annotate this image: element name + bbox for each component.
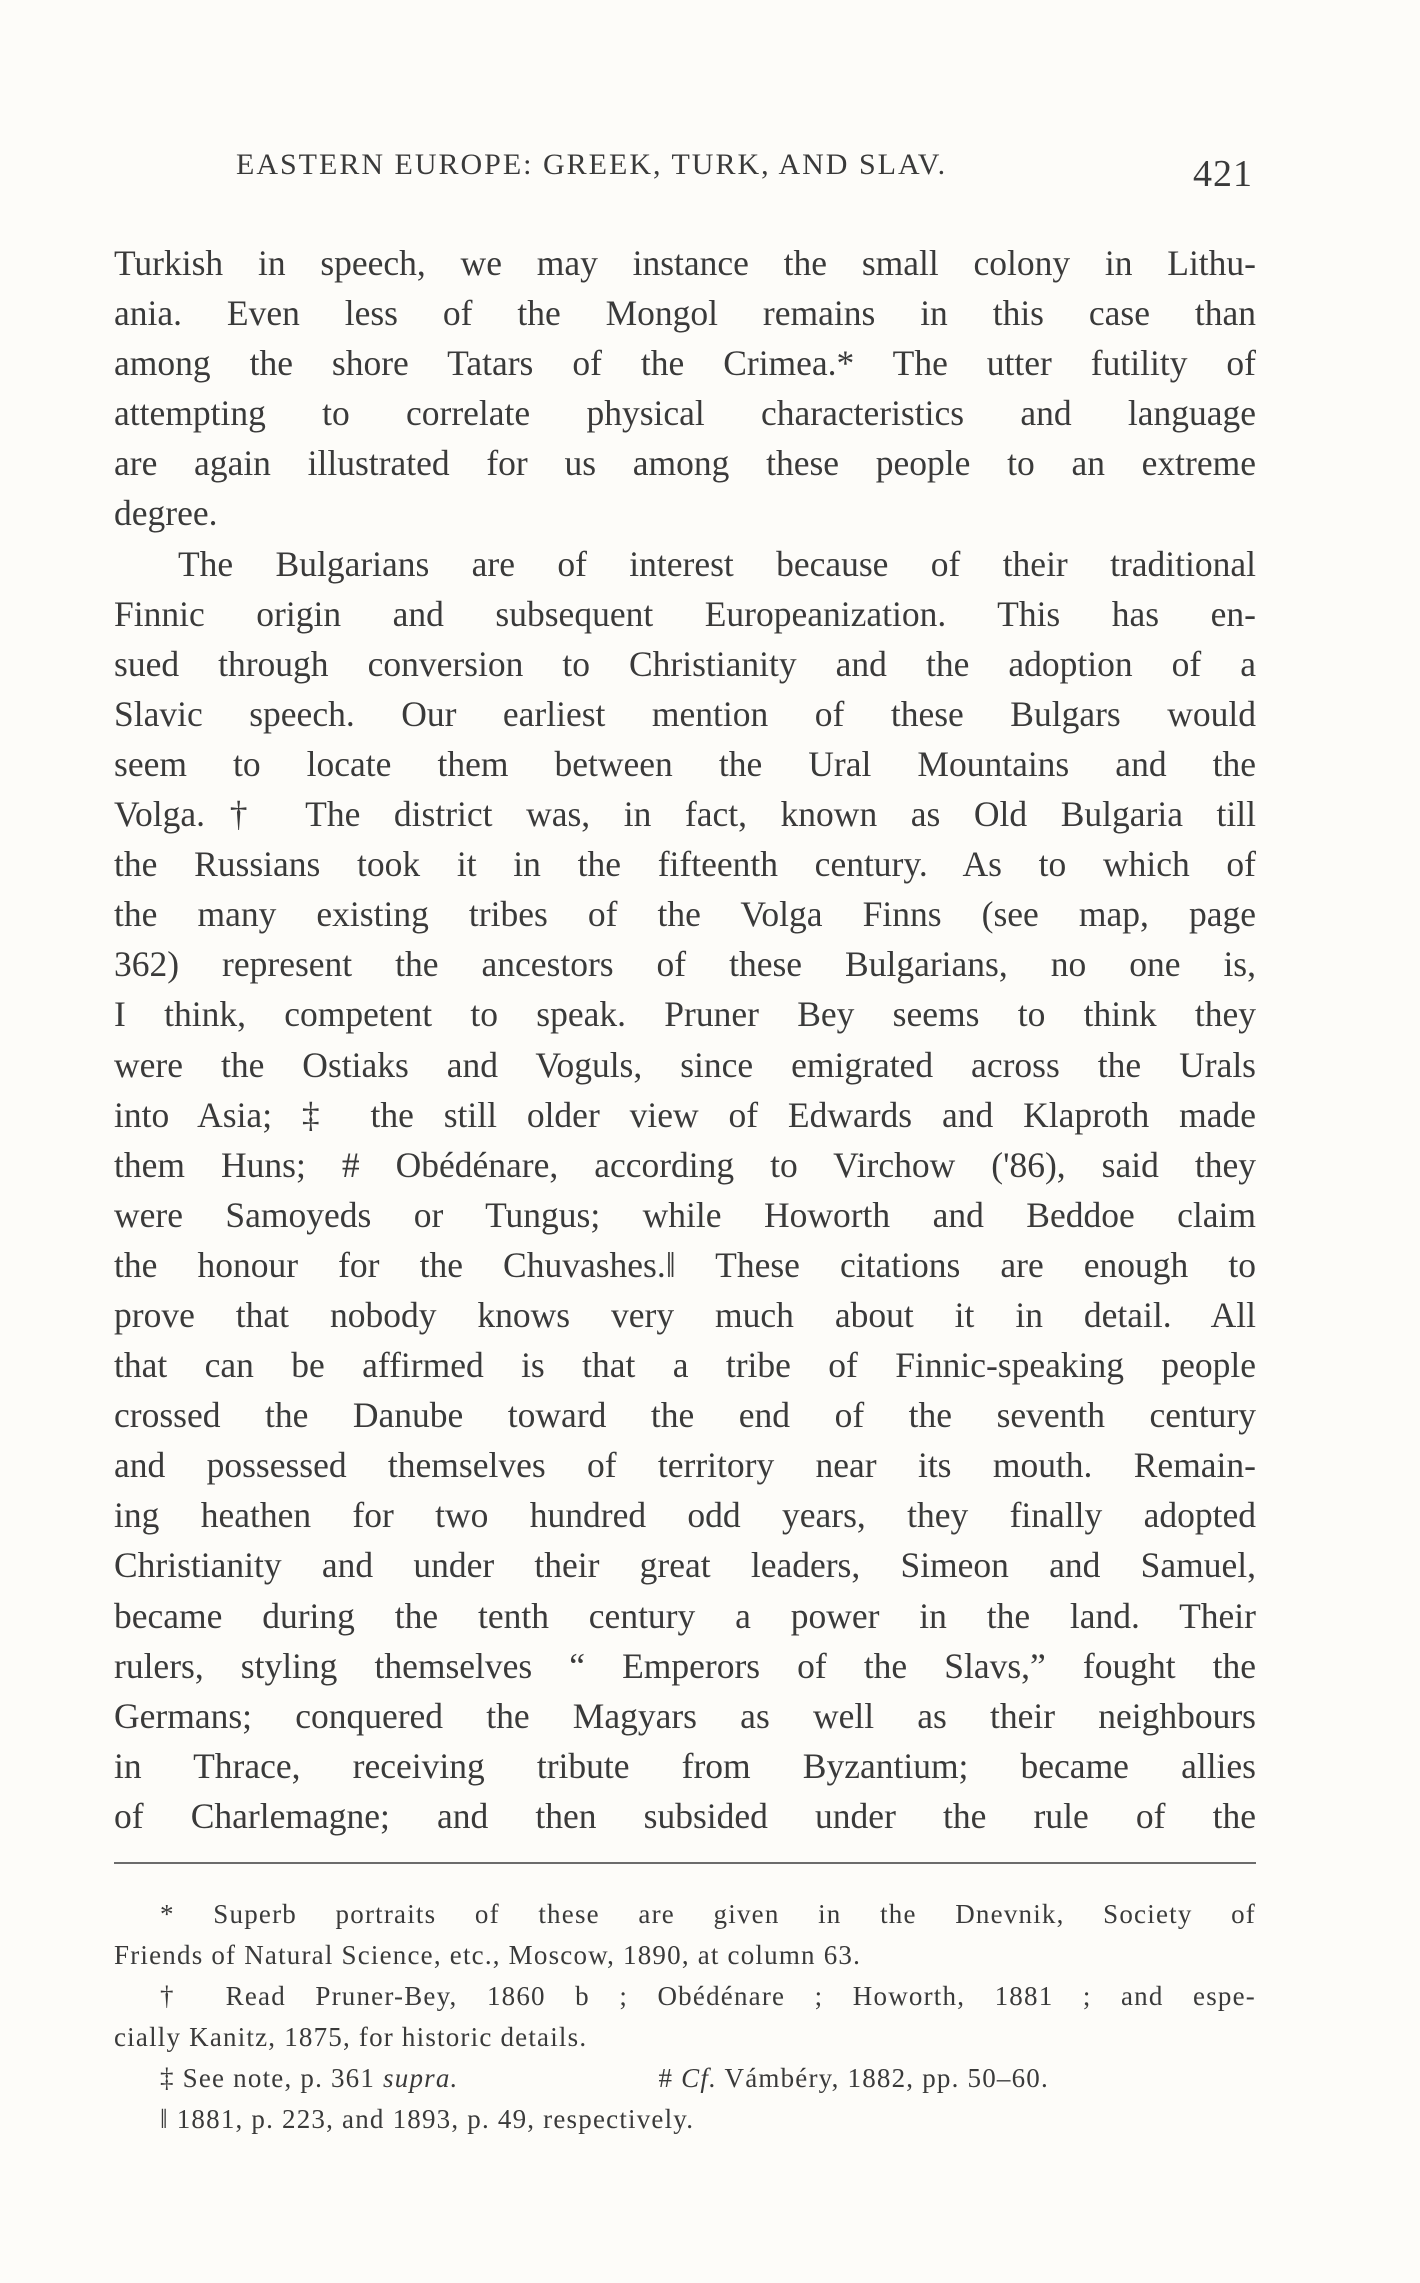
text-line: Slavic speech. Our earliest mention of these Bulgars would (114, 693, 1256, 734)
footnote-4-prefix: # (658, 2063, 682, 2093)
text-line: Germans; conquered the Magyars as well as their neighbours (114, 1695, 1256, 1736)
text-line: into Asia; ‡ the still older view of Edwards and Klaproth made (114, 1094, 1256, 1135)
text-line: were Samoyeds or Tungus; while Howorth and Beddoe claim (114, 1194, 1256, 1235)
page-number: 421 (1193, 153, 1253, 195)
text-line: and possessed themselves of territory near its mouth. Remain- (114, 1445, 1256, 1486)
text-line: Turkish in speech, we may instance the small colony in Lithu- (114, 243, 1256, 283)
text-line: ing heathen for two hundred odd years, they finally adopted (114, 1495, 1256, 1536)
text-line: were the Ostiaks and Voguls, since emigrated across the Urals (114, 1044, 1256, 1085)
text-line: ania. Even less of the Mongol remains in this case than (114, 293, 1256, 334)
text-line: I think, competent to speak. Pruner Bey seems to think they (114, 994, 1256, 1035)
text-line: seem to locate them between the Ural Mountains and the (114, 743, 1256, 784)
footnote-4 (659, 2063, 1049, 2093)
footnote-4-italic: Cf. (681, 2063, 718, 2093)
text-line: among the shore Tatars of the Crimea.* The utter futility of (114, 343, 1256, 384)
text-line: the Russians took it in the fifteenth century. As to which of (114, 844, 1256, 885)
footnote-line (114, 2058, 1256, 2099)
footnote-4-rest: Vámbéry, 1882, pp. 50–60. (717, 2063, 1049, 2093)
body-text (114, 238, 1256, 1841)
text-line: are again illustrated for us among these people to an extreme (114, 443, 1256, 484)
footnote-line: cially Kanitz, 1875, for historic details. (114, 2022, 588, 2052)
running-head: EASTERN EUROPE: GREEK, TURK, AND SLAV. (236, 148, 948, 181)
text-line: them Huns; # Obédénare, according to Virchow ('86), said they (114, 1144, 1256, 1185)
text-line: became during the tenth century a power in the land. Their (114, 1595, 1256, 1636)
text-line: the many existing tribes of the Volga Finns (see map, page (114, 894, 1256, 935)
text-line: rulers, styling themselves “ Emperors of the Slavs,” fought the (114, 1645, 1256, 1686)
text-line: 362) represent the ancestors of these Bulgarians, no one is, (114, 944, 1256, 985)
footnotes (114, 1894, 1256, 2140)
text-line: Finnic origin and subsequent Europeanization. This has en- (114, 593, 1256, 634)
text-line: Christianity and under their great leaders, Simeon and Samuel, (114, 1545, 1256, 1586)
text-line: degree. (114, 493, 218, 534)
footnote-line: * Superb portraits of these are given in the Dnevnik, Society of (160, 1899, 1256, 1929)
footnote-3-italic: supra. (383, 2063, 459, 2093)
text-line: attempting to correlate physical characteristics and language (114, 393, 1256, 434)
text-line: crossed the Danube toward the end of the seventh century (114, 1395, 1256, 1436)
text-line: the honour for the Chuvashes.‖ These citations are enough to (114, 1244, 1256, 1285)
footnote-line: Friends of Natural Science, etc., Moscow, 1890, at column 63. (114, 1940, 862, 1970)
text-line: of Charlemagne; and then subsided under the rule of the (114, 1795, 1256, 1836)
text-line: Volga.† The district was, in fact, known as Old Bulgaria till (114, 794, 1256, 835)
text-line: The Bulgarians are of interest because of their traditional (178, 543, 1256, 584)
footnote-divider (114, 1862, 1256, 1864)
footnote-3-prefix: ‡ See note, p. 361 (160, 2063, 384, 2093)
text-line: in Thrace, receiving tribute from Byzantium; became allies (114, 1745, 1256, 1786)
footnote-line: † Read Pruner-Bey, 1860 b ; Obédénare ; Howorth, 1881 ; and espe- (160, 1981, 1256, 2011)
footnote-line: ‖ 1881, p. 223, and 1893, p. 49, respectively. (160, 2104, 695, 2134)
text-line: prove that nobody knows very much about it in detail. All (114, 1294, 1256, 1335)
text-line: that can be affirmed is that a tribe of Finnic-speaking people (114, 1345, 1256, 1386)
text-line: sued through conversion to Christianity and the adoption of a (114, 643, 1256, 684)
